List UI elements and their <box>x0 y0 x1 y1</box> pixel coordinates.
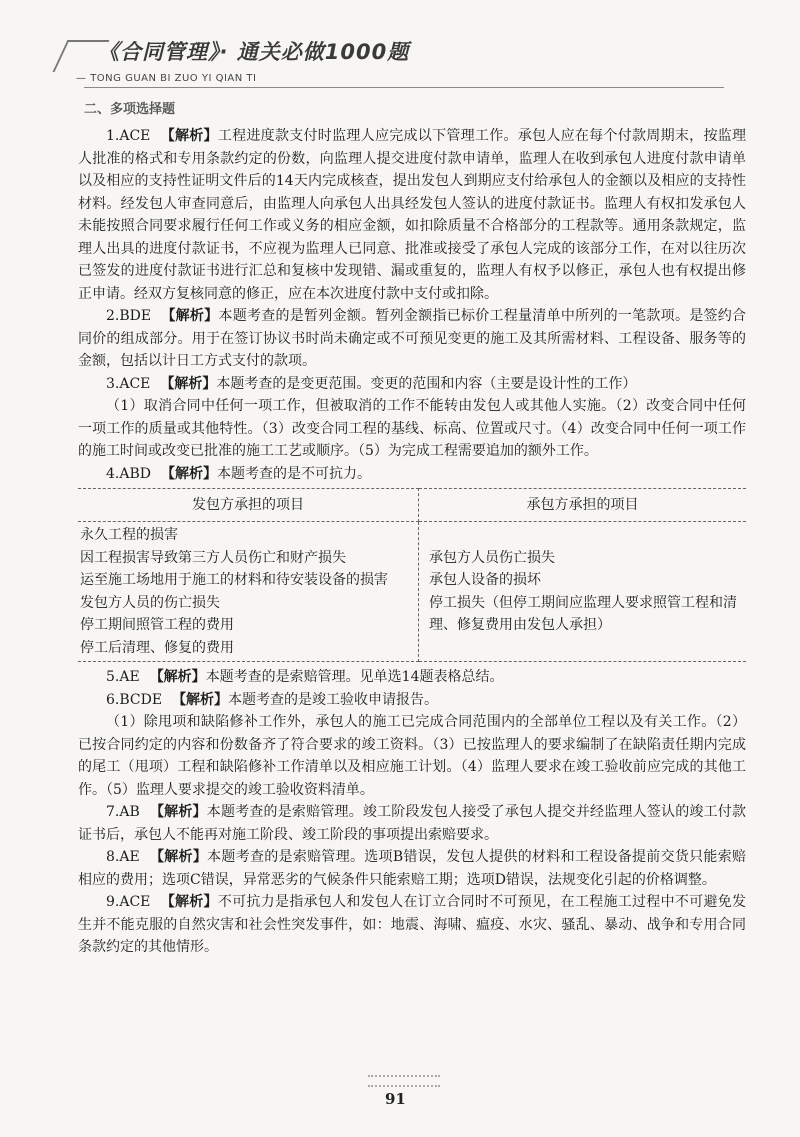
analysis-tag: 【解析】 <box>160 375 217 392</box>
header-title: 《合同管理》· 通关必做1000题 <box>98 40 410 64</box>
answer-key: 3.ACE <box>106 375 151 392</box>
analysis-tag: 【解析】 <box>149 804 207 820</box>
answer-text: 本题考查的是竣工验收申请报告。 <box>228 691 439 708</box>
answer-text: 不可抗力是指承包人和发包人在订立合同时不可预见，在工程施工过程中不可避免发生并不能克服的自然灾害和社会性突发事件，如：地震、海啸、瘟疫、水灾、骚乱、暴动、战争和专用合同条款约定的其他情形。 <box>78 894 747 955</box>
force-majeure-table <box>78 488 746 662</box>
answer-text: 工程进度款支付时监理人应完成以下管理工作。承包人应在每个付款周期末，按监理人批准的格式和专用条款约定的份数，向监理人提交进度付款申请单，监理人在收到承包人进度付款申请单以及相应的支持性证明文件后的14天内完成核查，提出发包人到期应支付给承包人的金额以及相应的支持性材料。经发包人审查同意后，由监理人向承包人出具经发包人签认的进度付款证书。监理人有权扣发承包人未能按照合同要求履行任何工作或义务的相应金额，如扣除质量不合格部分的工程款等。通用条款规定，监理人出具的进度付款证书，不应视为监理人已同意、批准或接受了承包人完成的该部分工作，在对以往历次已签发的进度付款证书进行汇总和复核中发现错、漏或重复的，监理人有权予以修正，承包人也有权提出修正申请。经双方复核同意的修正，应在本次进度付款中支付或扣除。 <box>78 128 747 302</box>
table-cell-employer <box>78 522 419 662</box>
answer-key: 8.AE <box>106 849 140 865</box>
table-item: 停工损失（但停工期间应监理人要求照管工程和清理、修复费用由发包人承担） <box>429 594 737 633</box>
table-item: 承包人设备的损坏 <box>429 572 541 588</box>
header-rule <box>84 87 724 88</box>
answer-text: 本题考查的是不可抗力。 <box>216 465 371 482</box>
table-cell-contractor <box>419 522 747 662</box>
table-item: 停工期间照管工程的费用 <box>80 617 234 633</box>
answer-key: 4.ABD <box>106 465 151 482</box>
table-item: 永久工程的损害 <box>80 527 178 543</box>
section-title: 二、多项选择题 <box>84 102 176 117</box>
answer-key: 5.AE <box>106 669 140 685</box>
analysis-tag: 【解析】 <box>172 691 229 708</box>
answer-key: 6.BCDE <box>106 691 163 708</box>
analysis-tag: 【解析】 <box>149 849 208 865</box>
answer-text: 本题考查的是索赔管理。见单选14题表格总结。 <box>205 669 504 685</box>
answer-paragraph <box>78 891 746 959</box>
answers-group-2 <box>78 666 746 959</box>
answer-paragraph <box>78 125 746 305</box>
answer-key: 2.BDE <box>106 308 152 324</box>
table-item: 因工程损害导致第三方人员伤亡和财产损失 <box>80 549 346 566</box>
header-subtitle: — TONG GUAN BI ZUO YI QIAN TI <box>76 73 257 84</box>
answer-body <box>78 125 746 959</box>
answer-key: 9.ACE <box>106 894 151 910</box>
answer-paragraph <box>78 463 746 486</box>
answer-key: 7.AB <box>106 804 140 820</box>
analysis-tag: 【解析】 <box>160 128 218 144</box>
table-header-contractor: 承包方承担的项目 <box>419 489 747 522</box>
analysis-tag: 【解析】 <box>160 465 217 482</box>
answer-paragraph <box>78 373 746 396</box>
answer-text: （1）除甩项和缺陷修补工作外，承包人的施工已完成合同范围内的全部单位工程以及有关工作。（2）已按合同约定的内容和份数备齐了符合要求的竣工资料。（3）已按监理人的要求编制了在缺陷责任期内完成的尾工（甩项）工程和缺陷修补工作清单以及相应施工计划。（4）监理人要求在竣工验收前应完成的其他工作。（5）监理人要求提交的竣工验收资料清单。 <box>78 714 746 798</box>
table-item: 停工后清理、修复的费用 <box>80 639 234 656</box>
page-number: 91 <box>385 1090 406 1108</box>
answer-paragraph <box>78 666 746 689</box>
answers-group-1 <box>78 125 746 485</box>
page-number-decoration <box>368 1075 440 1087</box>
analysis-tag: 【解析】 <box>160 894 218 910</box>
table-item: 运至施工场地用于施工的材料和待安装设备的损害 <box>80 572 388 588</box>
answer-paragraph <box>78 395 746 463</box>
answer-paragraph <box>78 711 746 801</box>
answer-text: 本题考查的是变更范围。变更的范围和内容（主要是设计性的工作） <box>216 375 637 392</box>
table-header-employer: 发包方承担的项目 <box>78 489 419 522</box>
answer-paragraph <box>78 846 746 891</box>
analysis-tag: 【解析】 <box>161 308 219 324</box>
answer-text: 本题考查的是索赔管理。选项B错误，发包人提供的材料和工程设备提前交货只能索赔相应的费用；选项C错误，异常恶劣的气候条件只能索赔工期；选项D错误，法规变化引起的价格调整。 <box>78 849 746 888</box>
table-item: 发包方人员的伤亡损失 <box>80 594 220 611</box>
answer-paragraph <box>78 689 746 712</box>
answer-text: 本题考查的是索赔管理。竣工阶段发包人接受了承包人提交并经监理人签认的竣工付款证书后，承包人不能再对施工阶段、竣工阶段的事项提出索赔要求。 <box>78 804 747 843</box>
table-item: 承包方人员伤亡损失 <box>429 549 555 566</box>
answer-key: 1.ACE <box>106 128 151 144</box>
answer-paragraph <box>78 305 746 373</box>
answer-text: （1）取消合同中任何一项工作，但被取消的工作不能转由发包人或其他人实施。（2）改变合同中任何一项工作的质量或其他特性。（3）改变合同工程的基线、标高、位置或尺寸。（4）改变合同中任何一项工作的施工时间或改变已批准的施工工艺或顺序。（5）为完成工程需要追加的额外工作。 <box>78 398 746 459</box>
answer-paragraph <box>78 801 746 846</box>
answer-text: 本题考查的是暂列金额。暂列金额指已标价工程量清单中所列的一笔款项。是签约合同价的组成部分。用于在签订协议书时尚未确定或不可预见变更的施工及其所需材料、工程设备、服务等的金额，包括以计日工方式支付的款项。 <box>78 308 747 369</box>
analysis-tag: 【解析】 <box>149 669 206 685</box>
